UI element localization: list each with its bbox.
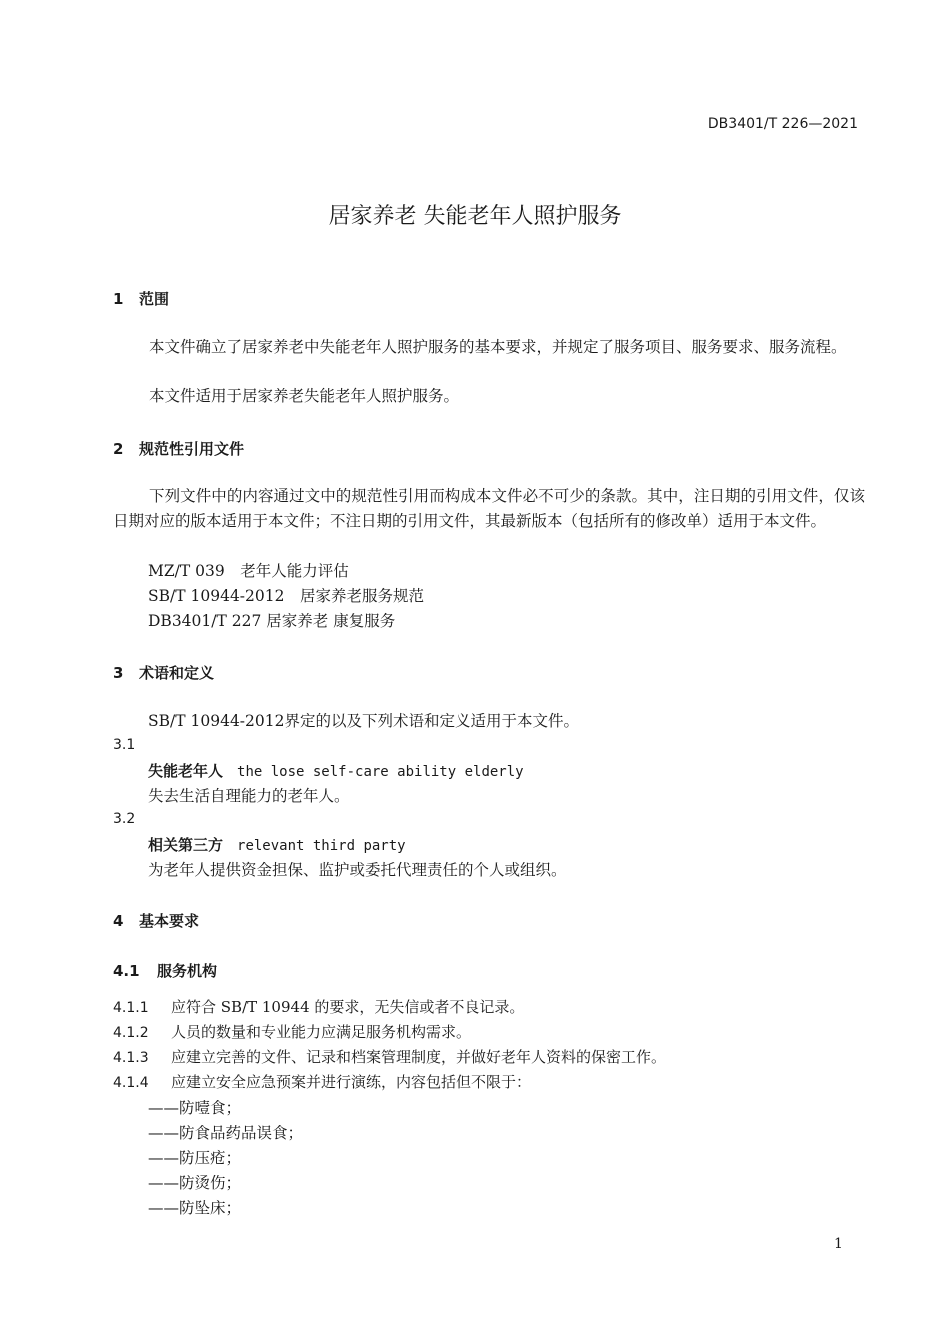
clause-number: 4.1.1: [113, 1000, 149, 1016]
clause-text: 应符合 SB/T 10944 的要求，无失信或者不良记录。: [171, 998, 525, 1016]
clause-number: 4.1.3: [113, 1050, 149, 1066]
reference-item: MZ/T 039 老年人能力评估: [148, 562, 349, 580]
list-item: ——防食品药品误食；: [148, 1124, 304, 1142]
section-title: 规范性引用文件: [139, 440, 245, 458]
section-1-heading: [113, 288, 169, 309]
clause-4-1-4: [113, 1071, 531, 1092]
clause-number: 4.1.2: [113, 1025, 149, 1041]
section-2-paragraph: 下列文件中的内容通过文中的规范性引用而构成本文件必不可少的条款。其中，注日期的引用文件，仅该日期对应的版本适用于本文件；不注日期的引用文件，其最新版本（包括所有的修改单）适用于本文件。: [113, 487, 865, 530]
clause-text: 人员的数量和专业能力应满足服务机构需求。: [171, 1023, 472, 1041]
term-zh: 失能老年人: [148, 762, 224, 780]
term-number: 3.1: [113, 737, 136, 753]
subsection-4-1-heading: [113, 960, 217, 981]
term-heading: [148, 760, 524, 781]
section-title: 基本要求: [139, 912, 200, 930]
subsection-number: 4.1: [113, 962, 140, 980]
section-3-heading: [113, 662, 214, 683]
section-4-heading: [113, 910, 199, 931]
term-en: relevant third party: [237, 838, 406, 854]
subsection-title: 服务机构: [157, 962, 218, 980]
list-item: ——防噎食；: [148, 1099, 242, 1117]
clause-text: 应建立完善的文件、记录和档案管理制度，并做好老年人资料的保密工作。: [171, 1048, 667, 1066]
section-2-heading: [113, 438, 244, 459]
standard-code: DB3401/T 226—2021: [707, 116, 858, 132]
section-number: 4: [113, 912, 124, 930]
list-item: ——防烫伤；: [148, 1174, 242, 1192]
section-1-paragraph-1: 本文件确立了居家养老中失能老年人照护服务的基本要求，并规定了服务项目、服务要求、服务流程。: [149, 338, 847, 356]
term-zh: 相关第三方: [148, 836, 224, 854]
section-3-intro: SB/T 10944-2012界定的以及下列术语和定义适用于本文件。: [148, 712, 579, 730]
section-number: 1: [113, 290, 124, 308]
term-definition: 失去生活自理能力的老年人。: [148, 787, 350, 805]
list-item: ——防坠床；: [148, 1199, 242, 1217]
section-number: 3: [113, 664, 124, 682]
clause-4-1-1: [113, 996, 524, 1017]
section-number: 2: [113, 440, 124, 458]
term-heading: [148, 834, 406, 855]
clause-number: 4.1.4: [113, 1075, 149, 1091]
section-title: 范围: [139, 290, 170, 308]
clause-4-1-2: [113, 1021, 471, 1042]
reference-item: DB3401/T 227 居家养老 康复服务: [148, 612, 396, 630]
clause-4-1-3: [113, 1046, 666, 1067]
reference-item: SB/T 10944-2012 居家养老服务规范: [148, 587, 424, 605]
term-en: the lose self-care ability elderly: [237, 764, 524, 780]
section-1-paragraph-2: 本文件适用于居家养老失能老年人照护服务。: [149, 387, 460, 405]
term-number: 3.2: [113, 811, 136, 827]
section-title: 术语和定义: [139, 664, 215, 682]
list-item: ——防压疮；: [148, 1149, 242, 1167]
clause-text: 应建立安全应急预案并进行演练，内容包括但不限于：: [171, 1073, 532, 1091]
document-title: 居家养老 失能老年人照护服务: [328, 204, 622, 229]
page-number: 1: [834, 1236, 843, 1252]
term-definition: 为老年人提供资金担保、监护或委托代理责任的个人或组织。: [148, 861, 567, 879]
